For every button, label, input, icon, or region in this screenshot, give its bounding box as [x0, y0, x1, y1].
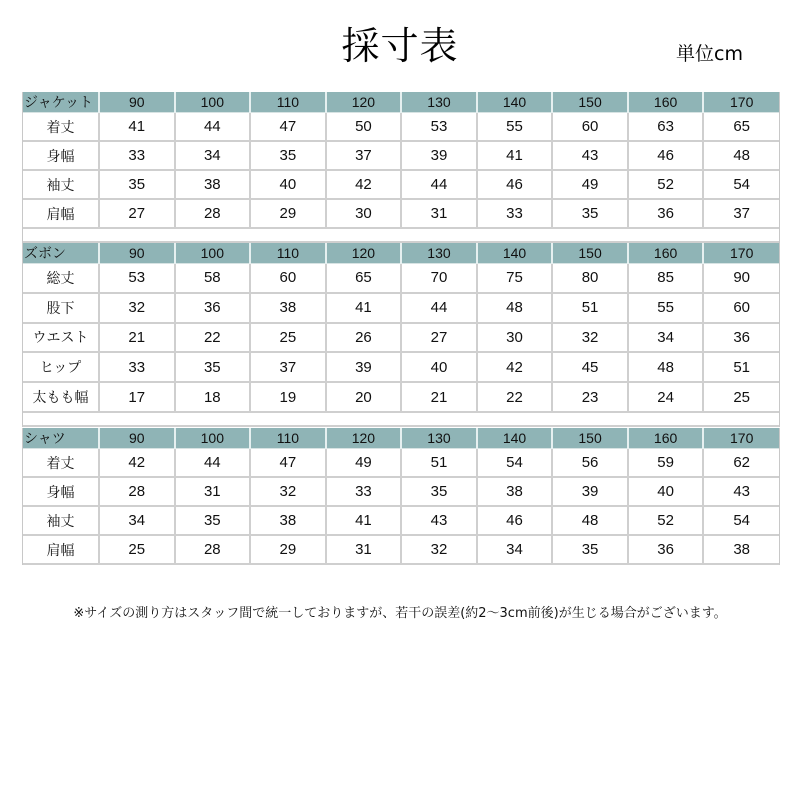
cell: 55	[477, 113, 553, 142]
table-row	[23, 141, 779, 170]
cell: 17	[99, 382, 175, 412]
size-header: 90	[99, 243, 175, 264]
size-header: 120	[326, 92, 402, 113]
cell: 32	[250, 477, 326, 506]
cell: 40	[628, 477, 704, 506]
cell: 59	[628, 449, 704, 478]
cell: 47	[250, 113, 326, 142]
cell: 24	[628, 382, 704, 412]
cell: 25	[250, 323, 326, 353]
cell: 32	[401, 535, 477, 564]
cell: 33	[99, 352, 175, 382]
cell: 35	[552, 199, 628, 228]
cell: 52	[628, 170, 704, 199]
table-row	[23, 449, 779, 478]
cell: 35	[99, 170, 175, 199]
cell: 35	[552, 535, 628, 564]
table-row	[23, 477, 779, 506]
size-header: 160	[628, 428, 704, 449]
size-header: 90	[99, 92, 175, 113]
cell: 44	[401, 170, 477, 199]
cell: 39	[326, 352, 402, 382]
cell: 28	[99, 477, 175, 506]
cell: 54	[477, 449, 553, 478]
cell: 39	[401, 141, 477, 170]
size-header: 110	[250, 243, 326, 264]
row-label: ウエスト	[23, 323, 99, 353]
size-header: 100	[175, 243, 251, 264]
cell: 35	[250, 141, 326, 170]
row-label: 袖丈	[23, 506, 99, 535]
table-row	[23, 535, 779, 564]
table-row	[23, 170, 779, 199]
cell: 27	[401, 323, 477, 353]
cell: 46	[628, 141, 704, 170]
cell: 48	[628, 352, 704, 382]
cell: 44	[175, 113, 251, 142]
cell: 51	[703, 352, 779, 382]
cell: 49	[326, 449, 402, 478]
cell: 43	[552, 141, 628, 170]
cell: 35	[175, 352, 251, 382]
row-label: 肩幅	[23, 199, 99, 228]
table-row	[23, 506, 779, 535]
size-header: 90	[99, 428, 175, 449]
table-spacer	[23, 229, 779, 243]
cell: 43	[703, 477, 779, 506]
cell: 50	[326, 113, 402, 142]
table-header-row	[23, 243, 779, 264]
cell: 60	[552, 113, 628, 142]
cell: 56	[552, 449, 628, 478]
cell: 42	[326, 170, 402, 199]
jacket-size-table	[22, 92, 780, 243]
cell: 49	[552, 170, 628, 199]
cell: 80	[552, 264, 628, 293]
table-row	[23, 264, 779, 293]
cell: 41	[99, 113, 175, 142]
cell: 41	[477, 141, 553, 170]
cell: 21	[99, 323, 175, 353]
cell: 58	[175, 264, 251, 293]
size-header: 130	[401, 243, 477, 264]
cell: 48	[477, 293, 553, 323]
pants-size-table	[22, 243, 780, 427]
row-label: 肩幅	[23, 535, 99, 564]
cell: 32	[552, 323, 628, 353]
cell: 23	[552, 382, 628, 412]
cell: 37	[703, 199, 779, 228]
cell: 38	[703, 535, 779, 564]
cell: 19	[250, 382, 326, 412]
cell: 70	[401, 264, 477, 293]
row-label: 身幅	[23, 477, 99, 506]
size-header: 130	[401, 428, 477, 449]
cell: 46	[477, 506, 553, 535]
size-header: 110	[250, 92, 326, 113]
row-label: ヒップ	[23, 352, 99, 382]
category-label: ズボン	[23, 243, 99, 264]
size-header: 150	[552, 428, 628, 449]
table-row	[23, 352, 779, 382]
cell: 28	[175, 199, 251, 228]
cell: 42	[477, 352, 553, 382]
cell: 37	[250, 352, 326, 382]
row-label: 身幅	[23, 141, 99, 170]
cell: 45	[552, 352, 628, 382]
table-row	[23, 323, 779, 353]
cell: 38	[250, 506, 326, 535]
cell: 20	[326, 382, 402, 412]
cell: 22	[477, 382, 553, 412]
cell: 44	[401, 293, 477, 323]
cell: 31	[175, 477, 251, 506]
cell: 48	[552, 506, 628, 535]
table-header-row	[23, 428, 779, 449]
size-header: 110	[250, 428, 326, 449]
cell: 85	[628, 264, 704, 293]
page-title: 採寸表	[341, 24, 459, 68]
size-header: 150	[552, 92, 628, 113]
measurement-note: ※サイズの測り方はスタッフ間で統一しておりますが、若干の誤差(約2〜3cm前後)が生じる場合がございます。	[73, 606, 727, 621]
size-header: 170	[703, 92, 779, 113]
cell: 65	[326, 264, 402, 293]
cell: 28	[175, 535, 251, 564]
cell: 36	[628, 199, 704, 228]
size-header: 150	[552, 243, 628, 264]
cell: 31	[401, 199, 477, 228]
cell: 55	[628, 293, 704, 323]
cell: 42	[99, 449, 175, 478]
cell: 52	[628, 506, 704, 535]
size-header: 120	[326, 428, 402, 449]
cell: 34	[628, 323, 704, 353]
size-header: 140	[477, 243, 553, 264]
cell: 35	[175, 506, 251, 535]
table-row	[23, 293, 779, 323]
cell: 75	[477, 264, 553, 293]
category-label: シャツ	[23, 428, 99, 449]
cell: 44	[175, 449, 251, 478]
cell: 60	[250, 264, 326, 293]
cell: 37	[326, 141, 402, 170]
size-header: 160	[628, 243, 704, 264]
size-header: 170	[703, 243, 779, 264]
shirt-size-table	[22, 428, 780, 565]
cell: 41	[326, 293, 402, 323]
size-header: 100	[175, 92, 251, 113]
cell: 26	[326, 323, 402, 353]
cell: 41	[326, 506, 402, 535]
cell: 25	[703, 382, 779, 412]
cell: 29	[250, 535, 326, 564]
size-header: 130	[401, 92, 477, 113]
table-row	[23, 113, 779, 142]
row-label: 袖丈	[23, 170, 99, 199]
cell: 90	[703, 264, 779, 293]
category-label: ジャケット	[23, 92, 99, 113]
cell: 36	[703, 323, 779, 353]
cell: 22	[175, 323, 251, 353]
cell: 34	[477, 535, 553, 564]
cell: 34	[175, 141, 251, 170]
size-header: 160	[628, 92, 704, 113]
row-label: 着丈	[23, 113, 99, 142]
cell: 53	[401, 113, 477, 142]
size-header: 120	[326, 243, 402, 264]
size-header: 170	[703, 428, 779, 449]
cell: 63	[628, 113, 704, 142]
cell: 30	[326, 199, 402, 228]
table-row	[23, 382, 779, 412]
table-header-row	[23, 92, 779, 113]
cell: 38	[175, 170, 251, 199]
cell: 40	[250, 170, 326, 199]
size-header: 100	[175, 428, 251, 449]
cell: 60	[703, 293, 779, 323]
cell: 33	[477, 199, 553, 228]
cell: 31	[326, 535, 402, 564]
row-label: 着丈	[23, 449, 99, 478]
cell: 38	[477, 477, 553, 506]
cell: 47	[250, 449, 326, 478]
cell: 18	[175, 382, 251, 412]
cell: 65	[703, 113, 779, 142]
cell: 38	[250, 293, 326, 323]
unit-label: 単位cm	[676, 43, 743, 65]
table-row	[23, 199, 779, 228]
cell: 48	[703, 141, 779, 170]
size-header: 140	[477, 92, 553, 113]
cell: 30	[477, 323, 553, 353]
cell: 25	[99, 535, 175, 564]
cell: 29	[250, 199, 326, 228]
cell: 27	[99, 199, 175, 228]
table-spacer	[23, 413, 779, 427]
cell: 34	[99, 506, 175, 535]
row-label: 股下	[23, 293, 99, 323]
cell: 62	[703, 449, 779, 478]
size-header: 140	[477, 428, 553, 449]
cell: 36	[628, 535, 704, 564]
cell: 32	[99, 293, 175, 323]
cell: 54	[703, 506, 779, 535]
cell: 51	[401, 449, 477, 478]
row-label: 総丈	[23, 264, 99, 293]
cell: 33	[99, 141, 175, 170]
cell: 51	[552, 293, 628, 323]
row-label: 太もも幅	[23, 382, 99, 412]
cell: 54	[703, 170, 779, 199]
cell: 39	[552, 477, 628, 506]
cell: 21	[401, 382, 477, 412]
cell: 46	[477, 170, 553, 199]
cell: 53	[99, 264, 175, 293]
cell: 40	[401, 352, 477, 382]
cell: 33	[326, 477, 402, 506]
cell: 36	[175, 293, 251, 323]
cell: 35	[401, 477, 477, 506]
cell: 43	[401, 506, 477, 535]
